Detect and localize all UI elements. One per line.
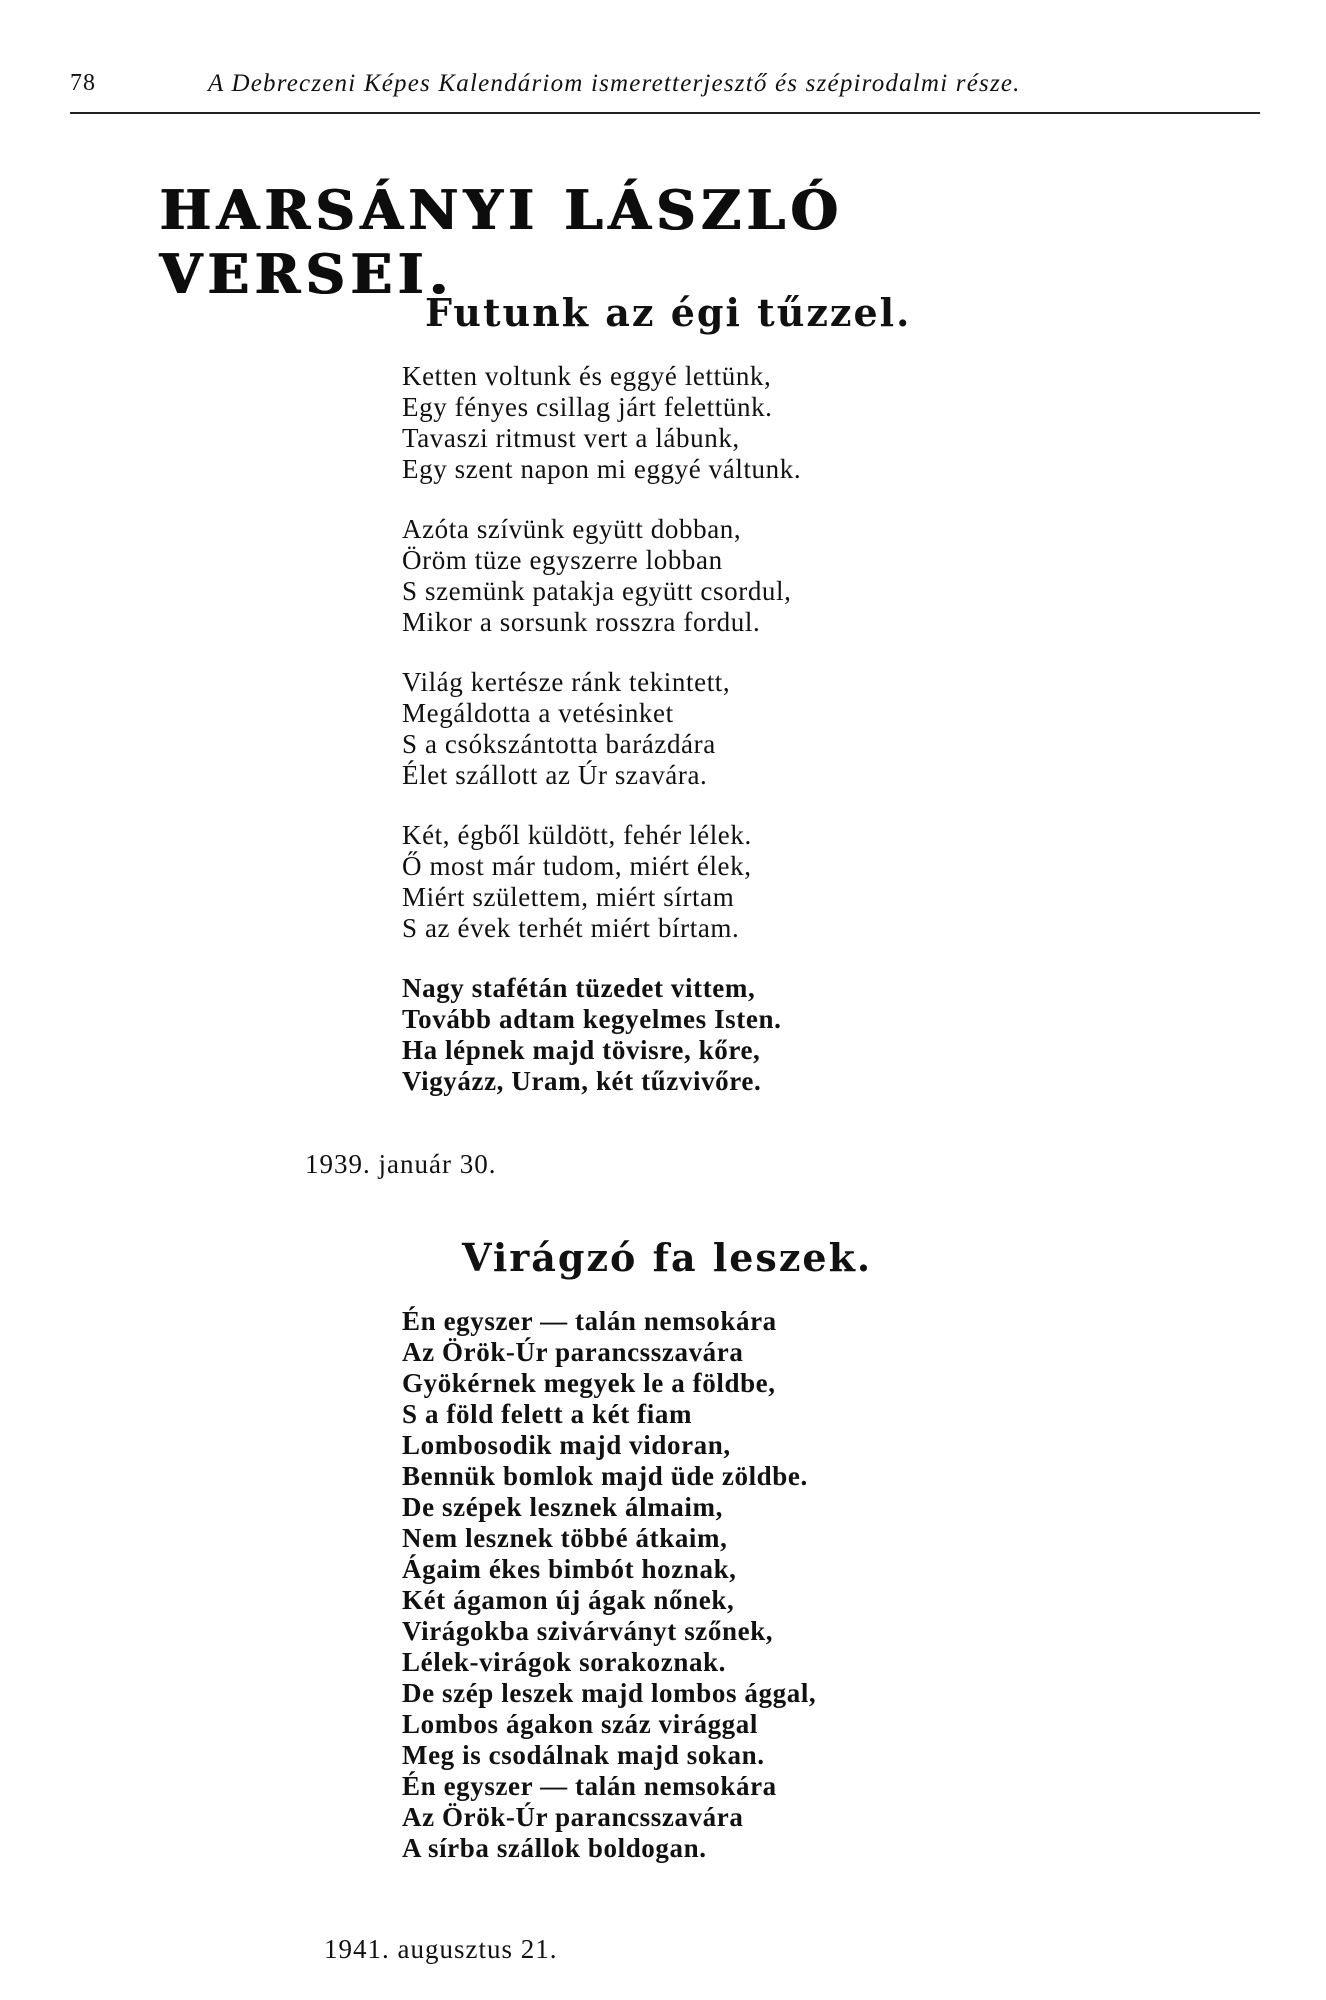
poem-title-viragzo: Virágzó fa leszek. [462,1235,873,1280]
poem-line: Ketten voltunk és eggyé lettünk, [402,361,772,391]
poem-line: De szép leszek majd lombos ággal, [402,1678,817,1708]
poem-line: Világ kertésze ránk tekintett, [402,667,731,697]
poem-viragzo [402,1306,816,1893]
poem-line: Lélek-virágok sorakoznak. [402,1647,727,1677]
poem-line: Ha lépnek majd tövisre, kőre, [402,1035,761,1065]
poem-line: Tovább adtam kegyelmes Isten. [402,1004,782,1034]
stanza-3 [402,667,801,791]
poem-date-2: 1941. augusztus 21. [324,1934,558,1964]
poem-line: Tavaszi ritmust vert a lábunk, [402,423,740,453]
poem-line: Virágokba szivárványt szőnek, [402,1616,774,1646]
running-head [70,70,1260,110]
poem-line: S az évek terhét miért bírtam. [402,913,740,943]
poem-line: Én egyszer — talán nemsokára [402,1771,777,1801]
poem-line: Megáldotta a vetésinket [402,698,674,728]
page-number: 78 [70,70,96,96]
stanza-2 [402,514,801,638]
poem-line: Meg is csodálnak majd sokan. [402,1740,765,1770]
poem-line: Lombos ágakon száz virággal [402,1709,758,1739]
poem-date-1: 1939. január 30. [305,1149,497,1179]
poem-line: Vigyázz, Uram, két tűzvivőre. [402,1066,762,1096]
poem-line: Én egyszer — talán nemsokára [402,1306,777,1336]
poem-line: Nem lesznek többé átkaim, [402,1523,728,1553]
poem-line: Ő most már tudom, miért élek, [402,851,752,881]
running-title: A Debreczeni Képes Kalendáriom ismeretterjesztő és szépirodalmi része. [208,70,1021,97]
header-rule [70,112,1260,114]
poem-line: Az Örök-Úr parancsszavára [402,1337,744,1367]
stanza-1 [402,1306,816,1864]
poem-line: S a csókszántotta barázdára [402,729,716,759]
poem-futunk [402,361,801,1126]
poem-line: Bennük bomlok majd üde zöldbe. [402,1461,808,1491]
poem-line: Azóta szívünk együtt dobban, [402,514,742,544]
poem-line: Öröm tüze egyszerre lobban [402,545,723,575]
poem-line: Két, égből küldött, fehér lélek. [402,820,752,850]
poem-line: Két ágamon új ágak nőnek, [402,1585,735,1615]
poem-line: Gyökérnek megyek le a földbe, [402,1368,776,1398]
poem-line: De szépek lesznek álmaim, [402,1492,723,1522]
poem-line: S a föld felett a két fiam [402,1399,693,1429]
poem-line: Élet szállott az Úr szavára. [402,760,708,790]
poem-line: S szemünk patakja együtt csordul, [402,576,792,606]
poem-title-futunk: Futunk az égi tűzzel. [425,290,912,335]
main-title: HARSÁNYI LÁSZLÓ VERSEI. [160,178,844,306]
stanza-4 [402,820,801,944]
poem-line: Ágaim ékes bimbót hoznak, [402,1554,737,1584]
poem-line: Miért születtem, miért sírtam [402,882,735,912]
poem-line: Egy fényes csillag járt felettünk. [402,392,773,422]
poem-line: Nagy stafétán tüzedet vittem, [402,973,756,1003]
poem-line: Mikor a sorsunk rosszra fordul. [402,607,761,637]
stanza-1 [402,361,801,485]
stanza-5 [402,973,801,1097]
poem-line: Az Örök-Úr parancsszavára [402,1802,744,1832]
poem-line: Lombosodik majd vidoran, [402,1430,731,1460]
poem-line: A sírba szállok boldogan. [402,1833,707,1863]
poem-line: Egy szent napon mi eggyé váltunk. [402,454,802,484]
